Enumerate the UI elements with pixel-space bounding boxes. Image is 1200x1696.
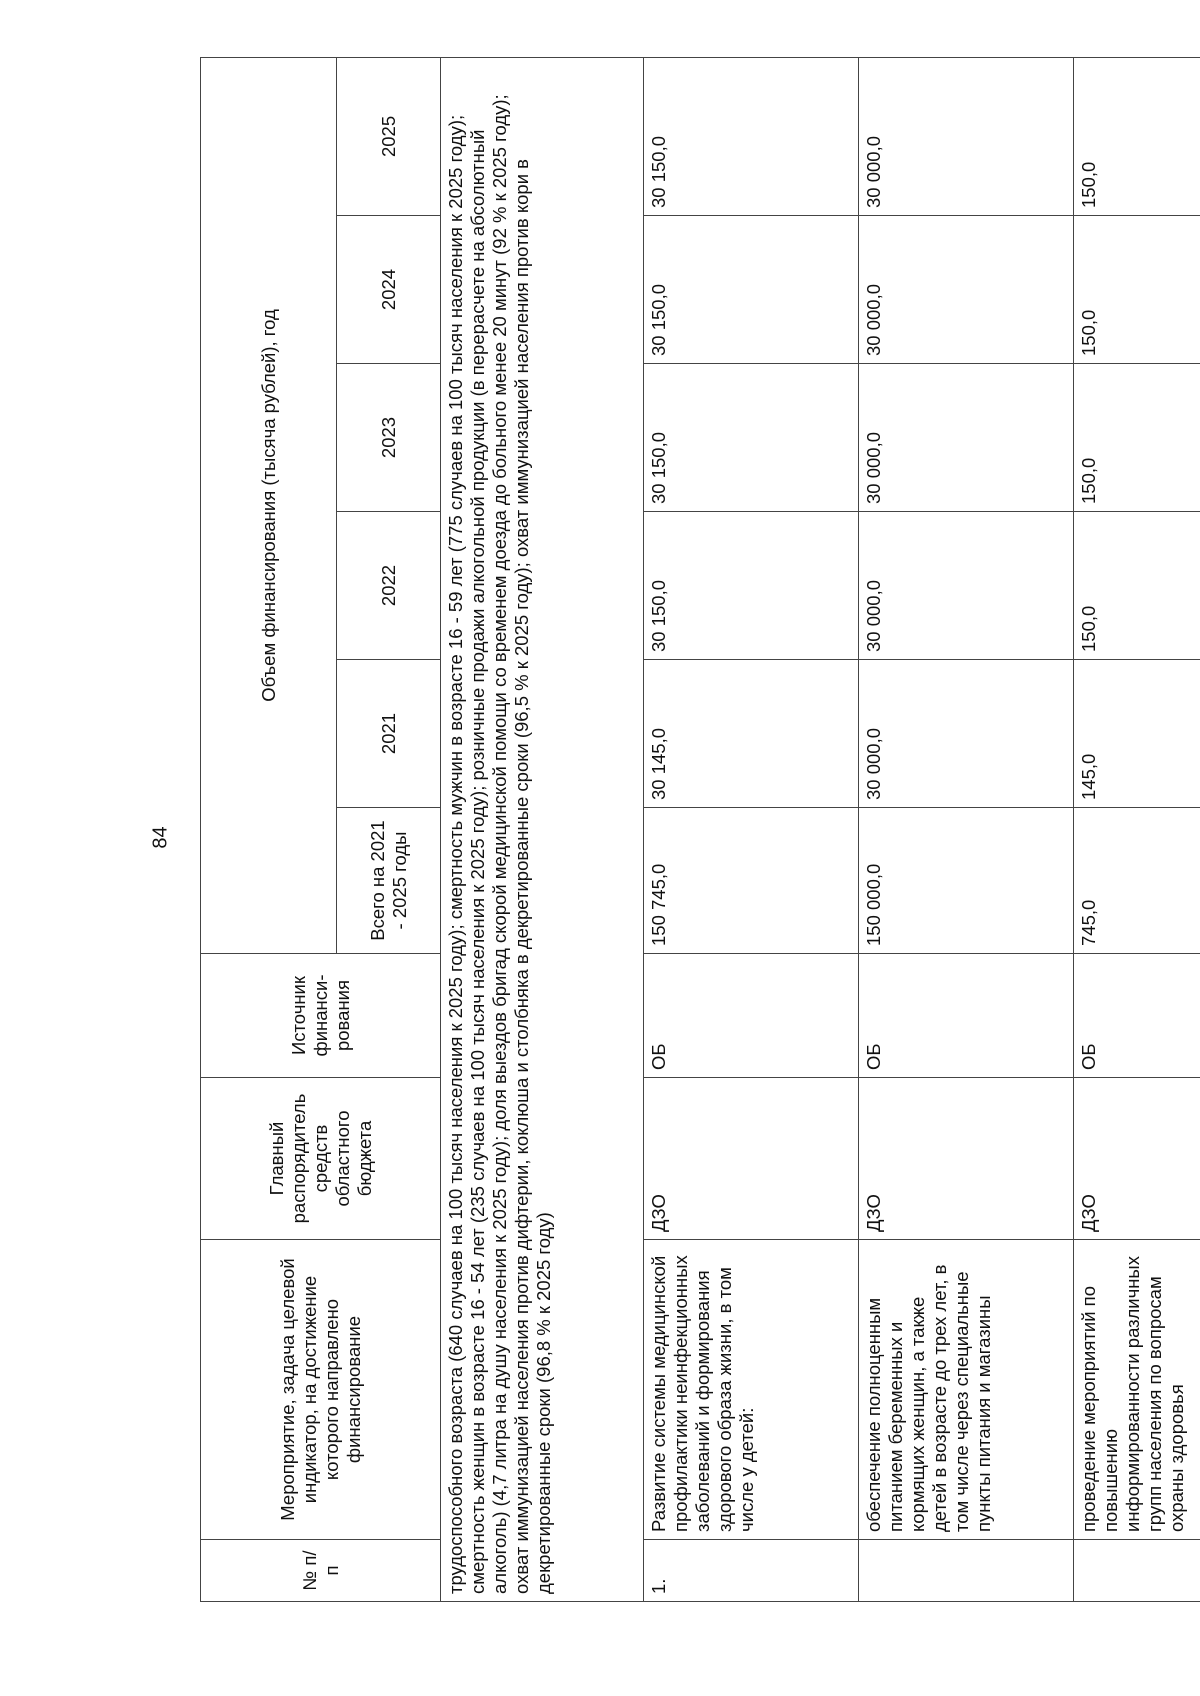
header-event: Мероприятие, задача целевой индикатор, на достижение которого направлено финансирование <box>201 1240 441 1540</box>
cell-num <box>1074 1540 1200 1602</box>
cell-num: 1. <box>644 1540 859 1602</box>
cell-event: обеспечение полноценным питанием беременных и кормящих женщин, а также детей в возрасте до трех лет, в том числе через специальные пункты питания и магазины <box>859 1240 1074 1540</box>
cell-event: проведение мероприятий по повышению информированности различных групп населения по вопросам охраны здоровья <box>1074 1240 1200 1540</box>
cell-2023: 30 150,0 <box>644 364 859 512</box>
cell-2021: 30 000,0 <box>859 660 1074 808</box>
cell-2024: 30 150,0 <box>644 216 859 364</box>
cell-2024: 150,0 <box>1074 216 1200 364</box>
cell-2022: 30 150,0 <box>644 512 859 660</box>
header-year: 2023 <box>337 364 441 512</box>
cell-num <box>859 1540 1074 1602</box>
funding-table <box>200 57 1200 1602</box>
cell-total: 745,0 <box>1074 808 1200 954</box>
cell-total: 150 745,0 <box>644 808 859 954</box>
header-num: № п/п <box>201 1540 441 1602</box>
cell-2022: 30 000,0 <box>859 512 1074 660</box>
table-row <box>859 57 1074 1601</box>
table-row <box>1074 57 1200 1601</box>
header-total: Всего на 2021 - 2025 годы <box>337 808 441 954</box>
page-number: 84 <box>149 826 172 849</box>
cell-2023: 30 000,0 <box>859 364 1074 512</box>
header-year: 2024 <box>337 216 441 364</box>
cell-2023: 150,0 <box>1074 364 1200 512</box>
cell-event: Развитие системы медицинской профилактики неинфекционных заболеваний и формирования здорового образа жизни, в том числе у детей: <box>644 1240 859 1540</box>
cell-2022: 150,0 <box>1074 512 1200 660</box>
table-header-row <box>201 57 337 1601</box>
cell-source: ОБ <box>859 954 1074 1078</box>
header-manager: Главный распорядитель средств областного бюджета <box>201 1078 441 1240</box>
cell-2024: 30 000,0 <box>859 216 1074 364</box>
cell-2025: 150,0 <box>1074 57 1200 215</box>
cell-2021: 30 145,0 <box>644 660 859 808</box>
cell-manager: ДЗО <box>644 1078 859 1240</box>
cell-source: ОБ <box>1074 954 1200 1078</box>
indicator-text-row <box>441 57 644 1601</box>
indicator-text: трудоспособного возраста (640 случаев на 100 тысяч населения к 2025 году); смертность мужчин в возрасте 16 - 59 лет (775 случаев на 100 тысяч населения к 2025 году); смертность женщин в возрасте 16 - 54 лет (235 случаев на 100 тысяч населения к 2025 году); розничные продажи алкогольной продукции (в перерасчете на абсолютный алкоголь) (4,7 литра на душу населения к 2025 году); доля выездов бригад скорой медицинской помощи со временем доезда до больного менее 20 минут (92 % к 2025 году); охват иммунизацией населения против дифтерии, коклюша и столбняка в декретированные сроки (96,5 % к 2025 году); охват иммунизацией населения против кори в декретированные сроки (96,8 % к 2025 году) <box>441 57 644 1601</box>
cell-2025: 30 000,0 <box>859 57 1074 215</box>
cell-total: 150 000,0 <box>859 808 1074 954</box>
header-year: 2025 <box>337 57 441 215</box>
header-year: 2022 <box>337 512 441 660</box>
cell-source: ОБ <box>644 954 859 1078</box>
cell-manager: ДЗО <box>859 1078 1074 1240</box>
table-row <box>644 57 859 1601</box>
header-year: 2021 <box>337 660 441 808</box>
cell-2025: 30 150,0 <box>644 57 859 215</box>
rotated-page-content <box>200 58 1187 1602</box>
cell-2021: 145,0 <box>1074 660 1200 808</box>
header-source: Источник финанси-рования <box>201 954 441 1078</box>
header-funding: Объем финансирования (тысяча рублей), год <box>201 57 337 953</box>
cell-manager: ДЗО <box>1074 1078 1200 1240</box>
